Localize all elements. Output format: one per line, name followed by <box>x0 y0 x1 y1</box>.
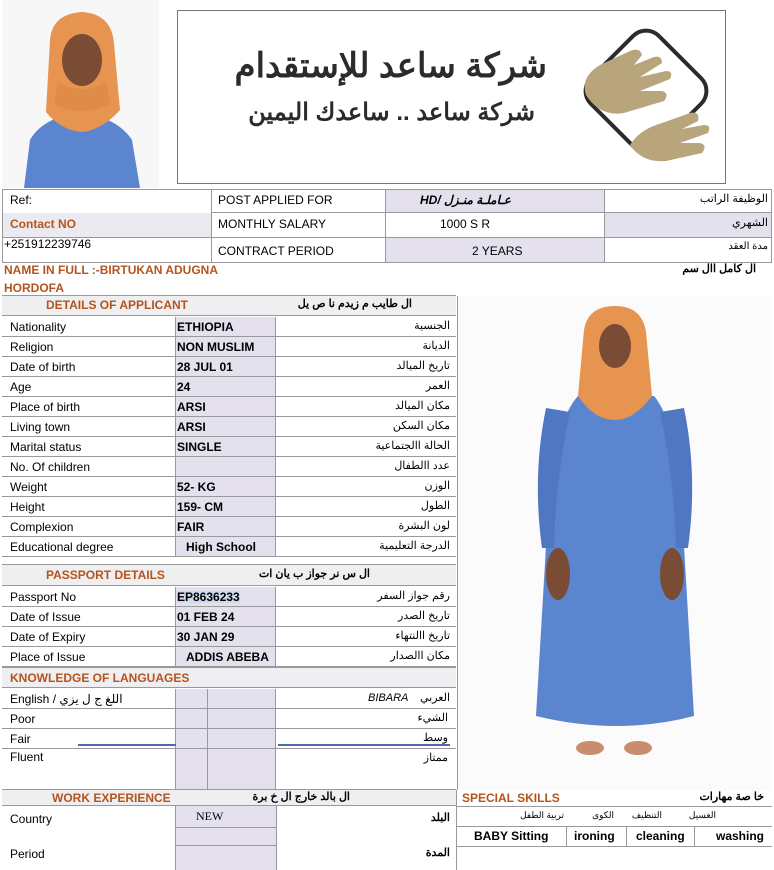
lang-fair-label: Fair <box>10 732 31 746</box>
details-row-ar: الدرجة التعليمية <box>379 540 450 552</box>
skill-ar-ironing: الكوى <box>592 810 614 820</box>
passport-row-value: EP8636233 <box>177 590 240 604</box>
details-row-ar: عدد االطفال <box>394 460 450 472</box>
details-row-ar: لون البشرة <box>398 520 450 532</box>
lang-fair-ar: وسط <box>423 732 448 744</box>
contract-ar: مدة العقد <box>728 241 768 252</box>
contract-value: 2 YEARS <box>472 244 523 258</box>
details-row-label: Complexion <box>10 520 74 534</box>
post-value: HD/ عـاملـة منـزل <box>420 193 511 207</box>
skill-washing: washing <box>716 829 765 843</box>
work-title: WORK EXPERIENCE <box>52 791 171 805</box>
post-ar: الوظيفة الراتب <box>699 193 768 205</box>
details-row-ar: الجنسية <box>414 320 450 332</box>
details-row-label: No. Of children <box>10 460 91 474</box>
applicant-photo-small <box>2 0 159 188</box>
details-row-label: Height <box>10 500 45 514</box>
company-slogan: شركة ساعد .. ساعدك اليمين <box>248 99 535 126</box>
company-name: شركة ساعد للإستقدام <box>234 47 547 85</box>
details-row-value: High School <box>186 540 256 554</box>
passport-row-value: 30 JAN 29 <box>177 630 235 644</box>
details-row-ar: مكان السكن <box>392 420 450 432</box>
full-name-line2: HORDOFA <box>4 281 64 295</box>
passport-title: PASSPORT DETAILS <box>46 568 165 582</box>
contract-label: CONTRACT PERIOD <box>218 244 334 258</box>
details-row-label: Educational degree <box>10 540 114 554</box>
post-label: POST APPLIED FOR <box>218 193 333 207</box>
passport-row-label: Date of Issue <box>10 610 81 624</box>
salary-ar: الشهري <box>732 217 768 229</box>
company-banner <box>177 10 726 184</box>
details-row-value: NON MUSLIM <box>177 340 255 354</box>
details-row-value: 159- CM <box>177 500 224 514</box>
lang-arabic-ar: العربي <box>419 692 450 704</box>
passport-row-ar: رقم جواز السفر <box>377 590 450 602</box>
skill-babysitting: BABY Sitting <box>474 829 549 843</box>
hands-logo-icon <box>570 25 720 171</box>
details-row-ar: الطول <box>420 500 450 512</box>
ref-label: Ref: <box>10 193 33 207</box>
skill-cleaning: cleaning <box>636 829 685 843</box>
details-row-value: 52- KG <box>177 480 216 494</box>
details-row-ar: الوزن <box>424 480 450 492</box>
lang-fluent-label: Fluent <box>10 750 44 764</box>
lang-fluent-ar: ممتاز <box>423 752 448 764</box>
skill-ar-cleaning: التنظيف <box>631 810 662 820</box>
details-row-label: Weight <box>10 480 48 494</box>
skills-title: SPECIAL SKILLS <box>462 791 560 805</box>
work-period-label: Period <box>10 847 45 861</box>
details-row-ar: الديانة <box>422 340 450 352</box>
passport-row-ar: تاريخ الصدر <box>398 610 450 622</box>
lang-english-label: English / اللغ ج ل يزي <box>10 692 123 706</box>
details-row-value: SINGLE <box>177 440 222 454</box>
passport-row-label: Date of Expiry <box>10 630 86 644</box>
details-row-label: Marital status <box>10 440 82 454</box>
passport-row-ar: مكان االصدار <box>390 650 450 662</box>
applicant-photo-full <box>457 296 772 790</box>
contact-value: +251912239746 <box>4 237 92 251</box>
skill-ar-washing: الغسيل <box>688 810 716 820</box>
details-row-value: ARSI <box>177 420 206 434</box>
details-row-value: 24 <box>177 380 191 394</box>
skills-title-ar: خا صة مهارات <box>699 791 764 803</box>
details-row-label: Place of birth <box>10 400 81 414</box>
work-title-ar: ال بالد خارج ال خ برة <box>252 791 350 803</box>
details-row-value: 28 JUL 01 <box>177 360 233 374</box>
skill-ironing: ironing <box>574 829 615 843</box>
work-country-ar: البلد <box>430 812 450 824</box>
details-row-ar: مكان الميالد <box>394 400 450 412</box>
details-row-value: FAIR <box>177 520 205 534</box>
details-row-label: Date of birth <box>10 360 76 374</box>
details-row-label: Nationality <box>10 320 67 334</box>
skill-ar-babysitting: تربية الطفل <box>519 810 564 820</box>
details-row-label: Religion <box>10 340 54 354</box>
lang-arabic-note: BIBARA <box>368 692 409 704</box>
details-title: DETAILS OF APPLICANT <box>46 298 188 312</box>
work-country-label: Country <box>10 812 53 826</box>
full-name: NAME IN FULL :-BIRTUKAN ADUGNA <box>4 263 218 277</box>
details-row-value: ARSI <box>177 400 206 414</box>
details-row-ar: تاريخ الميالد <box>396 360 450 372</box>
salary-label: MONTHLY SALARY <box>218 217 327 231</box>
passport-title-ar: ال س نر جواز ب يان ات <box>258 568 370 580</box>
lang-poor-ar: الشيء <box>417 712 448 724</box>
passport-row-label: Passport No <box>10 590 77 604</box>
passport-row-ar: تاريخ االنتهاء <box>395 630 450 642</box>
languages-title: KNOWLEDGE OF LANGUAGES <box>10 671 190 685</box>
details-row-label: Age <box>10 380 32 394</box>
passport-row-value: ADDIS ABEBA <box>186 650 269 664</box>
passport-row-value: 01 FEB 24 <box>177 610 235 624</box>
details-row-ar: الحالة االجتماعية <box>375 440 450 452</box>
details-title-ar: ال طايب م زيدم نا ص يل <box>297 298 412 310</box>
full-name-ar: ال كامل اال سم <box>682 263 756 275</box>
lang-poor-label: Poor <box>10 712 36 726</box>
passport-row-label: Place of Issue <box>10 650 86 664</box>
details-row-value: ETHIOPIA <box>177 320 234 334</box>
details-row-label: Living town <box>10 420 71 434</box>
details-row-ar: العمر <box>425 380 450 392</box>
work-period-ar: المدة <box>425 847 450 859</box>
work-country-value: NEW <box>196 809 224 823</box>
contact-label: Contact NO <box>10 217 76 231</box>
salary-value: 1000 S R <box>440 217 491 231</box>
